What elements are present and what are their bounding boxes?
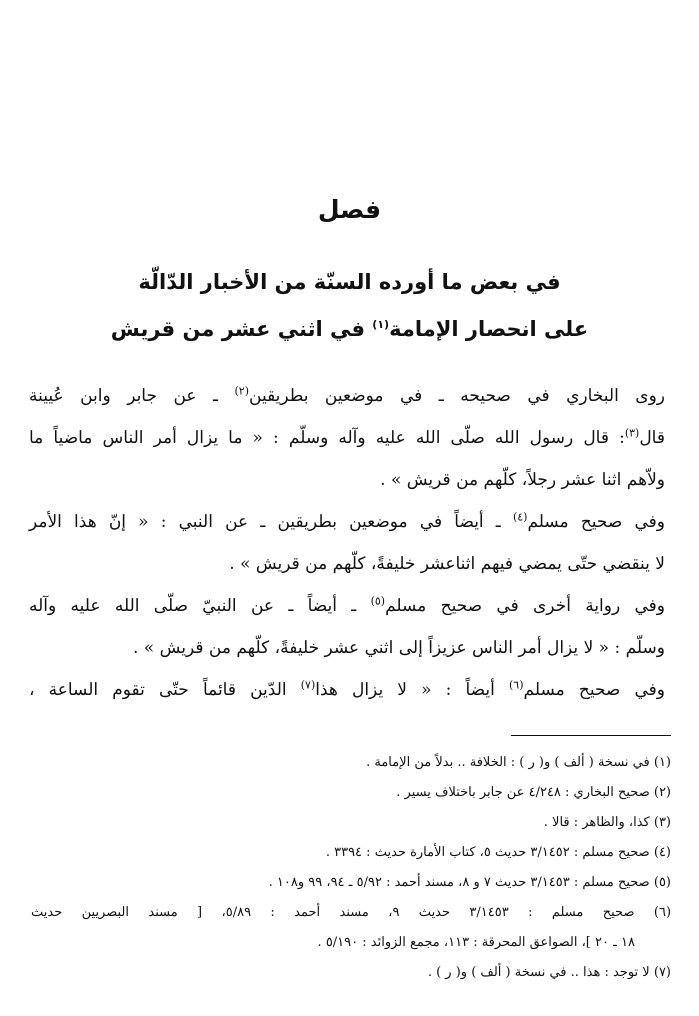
text-line: قال$^{(٣)}$: قال رسول الله صلّى الله عليه وآله وسلّم : « ما يزال أمر الناس ماضياً ما — [29, 426, 665, 448]
text-line: وسلّم : « لا يزال أمر الناس عزيزاً إلى اثني عشر خليفةً، كلّهم من قريش » . — [132, 638, 665, 658]
footnote-ref[interactable]: (١) — [372, 318, 390, 331]
footnote-ref[interactable]: (٤) — [512, 510, 528, 524]
text-line: وفي صحيح مسلم$^{(٤)}$ ـ أيضاً في موضعين بطريقين ـ عن النبي : « إنّ هذا الأمر — [29, 510, 665, 532]
subtitle-text: على انحصار الإمامة — [389, 317, 589, 341]
footnote: (٥) صحيح مسلم : ٣/١٤٥٣ حديث ٧ و ٨، مسند أحمد : ٥/٩٢ ـ ٩٤، ٩٩ و١٠٨ . — [268, 875, 671, 890]
footnote-continuation: ١٨ ـ ٢٠ ]، الصواعق المحرقة : ١١٣، مجمع الزوائد : ٥/١٩٠ . — [317, 935, 635, 950]
text-line: لا ينقضي حتّى يمضي فيهم اثناعشر خليفةً، كلّهم من قريش » . — [229, 554, 665, 574]
footnote-ref[interactable]: (٥) — [370, 594, 386, 608]
footnote: (٦) صحيح مسلم : ٣/١٤٥٣ حديث ٩، مسند أحمد : ٥/٨٩، [ مسند البصريين حديث — [31, 905, 672, 920]
footnote: (٢) صحيح البخاري : ٤/٢٤٨ عن جابر باختلاف يسير . — [396, 785, 671, 800]
footnote: (٤) صحيح مسلم : ٣/١٤٥٢ حديث ٥، كتاب الأمارة حديث : ٣٣٩٤ . — [325, 845, 671, 860]
section-subtitle-line-2 — [60, 309, 639, 349]
footnote-ref[interactable]: (٦) — [509, 678, 524, 692]
footnote-ref[interactable]: (٢) — [234, 384, 249, 398]
subtitle-text: في اثني عشر من قريش — [110, 317, 373, 341]
main-text — [29, 375, 665, 711]
footnotes — [31, 748, 671, 988]
chapter-title: فصل — [317, 195, 382, 224]
footnote: (٣) كذا، والظاهر : قالا . — [543, 815, 671, 830]
footnote-ref[interactable]: (٣) — [624, 426, 640, 440]
section-subtitle-line-1: في بعض ما أورده السنّة من الأخبار الدّالّة — [138, 270, 561, 294]
text-line: ولاّهم اثنا عشر رجلاً، كلّهم من قريش » . — [380, 470, 665, 490]
footnote: (٧) لا توجد : هذا .. في نسخة ( ألف ) و( ر ) . — [427, 965, 671, 980]
footnote: (١) في نسخة ( ألف ) و( ر ) : الخلافة .. بدلاً من الإمامة . — [366, 755, 671, 770]
footnote-ref[interactable]: (٧) — [300, 678, 316, 692]
text-line: وفي رواية أخرى في صحيح مسلم$^{(٥)}$ ـ أيضاً ـ عن النبيّ صلّى الله عليه وآله — [29, 594, 665, 616]
footnote-divider — [511, 735, 671, 736]
text-line: وفي صحيح مسلم$^{(٦)}$ أيضاً : « لا يزال هذا$^{(٧)}$ الدّين قائماً حتّى تقوم الساعة ، — [29, 678, 665, 700]
text-line: روى البخاري في صحيحه ـ في موضعين بطريقين$^{(٢)}$ ـ عن جابر وابن عُيينة — [29, 384, 665, 406]
